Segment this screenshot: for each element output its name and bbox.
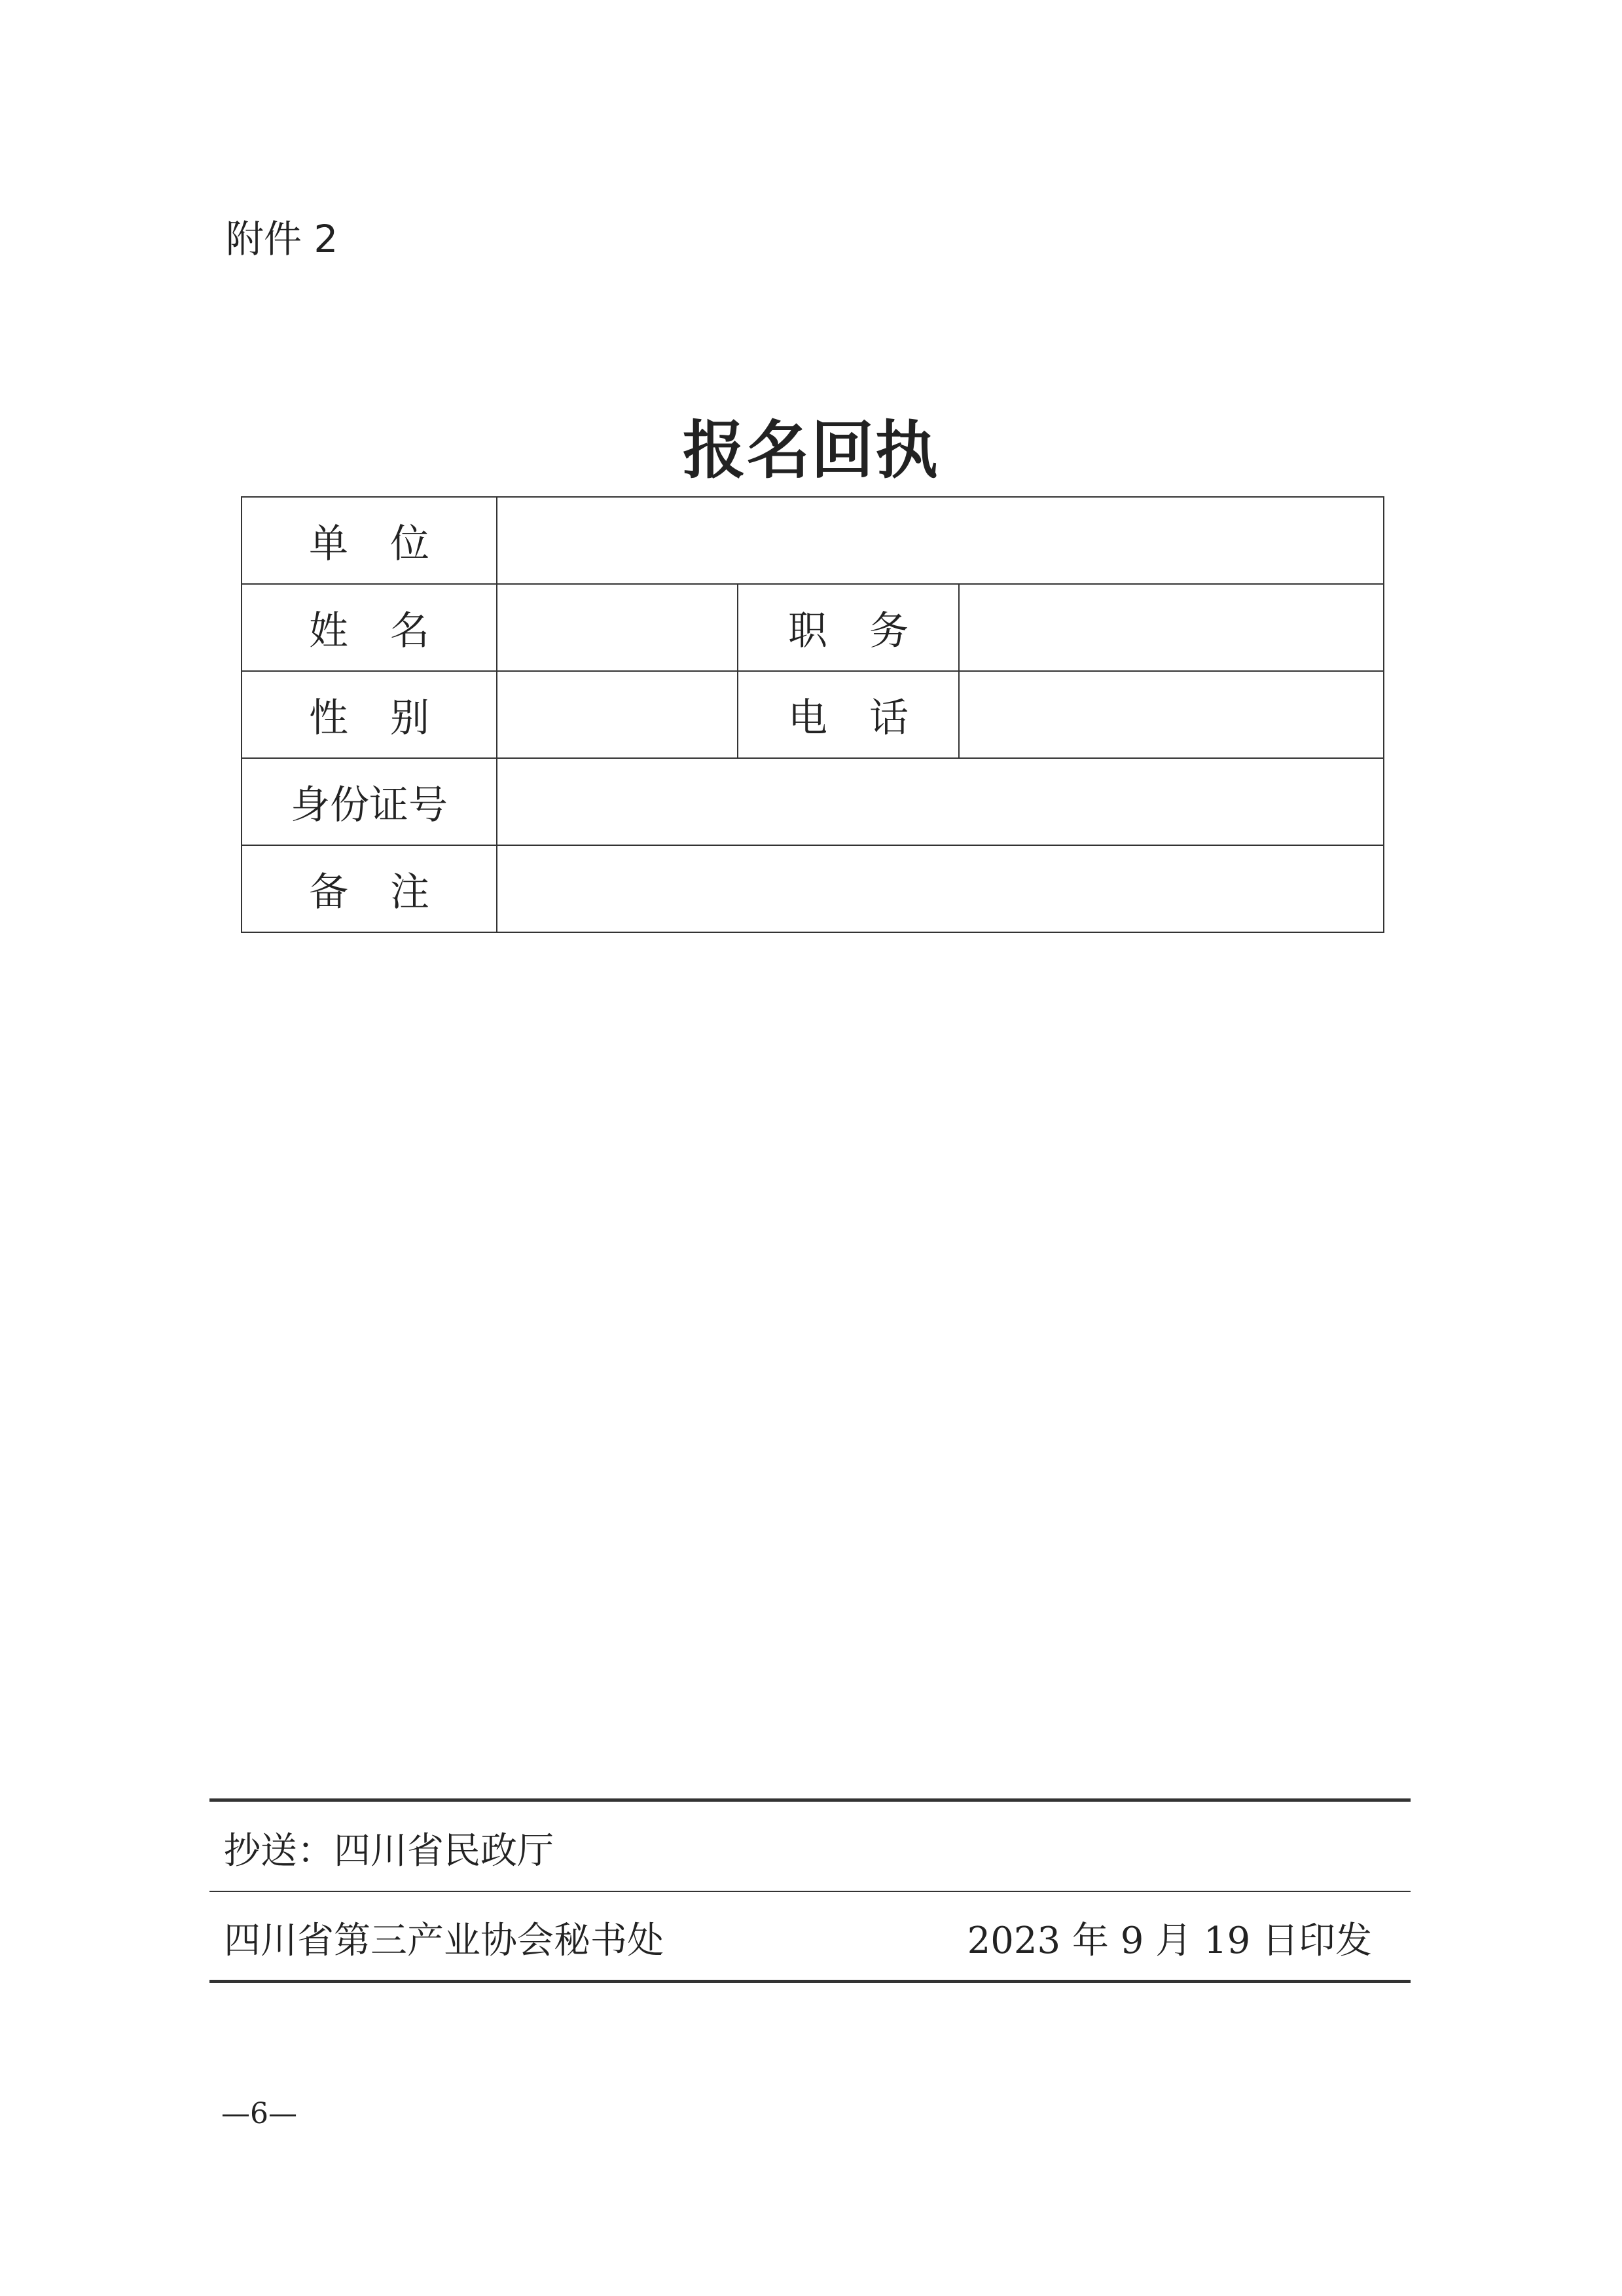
unit-label: 单 位	[309, 520, 429, 567]
form-title: 报名回执	[683, 414, 939, 487]
id-number-label-cell	[242, 758, 497, 845]
position-label-cell	[738, 584, 959, 671]
name-label: 姓 名	[309, 608, 429, 654]
phone-value-cell[interactable]	[959, 671, 1384, 758]
attachment-label: 附件 2	[226, 217, 338, 261]
row-unit	[242, 497, 1384, 584]
footer-middle-rule	[209, 1891, 1411, 1892]
position-label: 职 务	[788, 608, 909, 654]
issuer-name: 四川省第三产业协会秘书处	[224, 1920, 664, 1962]
page-number: —6—	[221, 2097, 297, 2130]
name-label-cell	[242, 584, 497, 671]
phone-label: 电 话	[788, 695, 909, 741]
id-number-value-cell[interactable]	[497, 758, 1384, 845]
footer-bottom-rule	[209, 1980, 1411, 1983]
unit-value-cell[interactable]	[497, 497, 1384, 584]
footer-top-rule	[209, 1798, 1411, 1802]
phone-label-cell	[738, 671, 959, 758]
id-number-label: 身份证号	[291, 782, 448, 828]
position-value-cell[interactable]	[959, 584, 1384, 671]
cc-line: 抄送：四川省民政厅	[224, 1830, 554, 1872]
row-name-position	[242, 584, 1384, 671]
row-gender-phone	[242, 671, 1384, 758]
gender-label-cell	[242, 671, 497, 758]
row-id-number	[242, 758, 1384, 845]
unit-label-cell	[242, 497, 497, 584]
issue-date: 2023 年 9 月 19 日印发	[967, 1920, 1372, 1962]
remarks-label: 备 注	[309, 869, 429, 915]
row-remarks	[242, 845, 1384, 932]
gender-label: 性 别	[309, 695, 429, 741]
name-value-cell[interactable]	[497, 584, 738, 671]
remarks-value-cell[interactable]	[497, 845, 1384, 932]
registration-form-table	[241, 496, 1384, 933]
remarks-label-cell	[242, 845, 497, 932]
gender-value-cell[interactable]	[497, 671, 738, 758]
